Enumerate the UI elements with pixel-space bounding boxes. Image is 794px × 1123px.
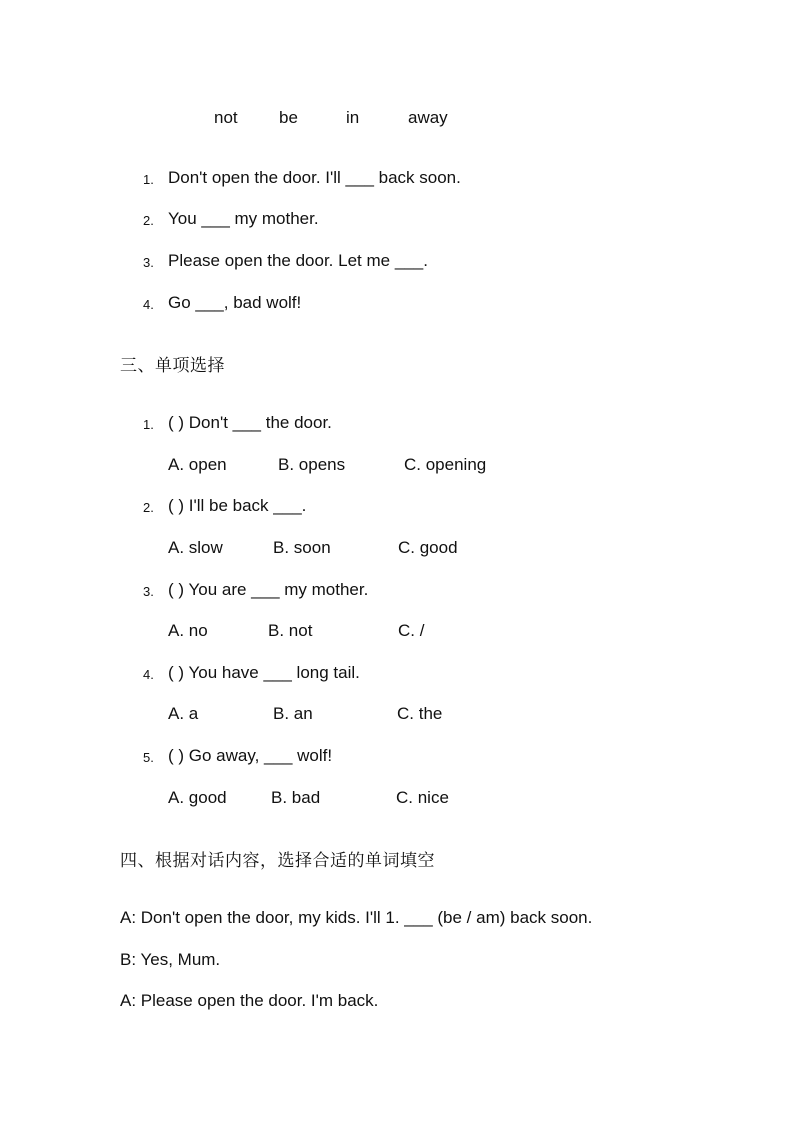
option-c: C. opening: [404, 455, 487, 474]
option-b: B. soon: [273, 538, 331, 557]
fill-in-sentence: You ___ my mother.: [168, 209, 319, 228]
dialogue-line: A: Please open the door. I'm back.: [120, 991, 379, 1010]
option-b: B. opens: [278, 455, 346, 474]
option-a: A. slow: [168, 538, 223, 557]
item-number: 2.: [143, 500, 154, 515]
item-number: 3.: [143, 255, 154, 270]
item-number: 2.: [143, 213, 154, 228]
option-c: C. /: [398, 621, 425, 640]
dialogue-line: B: Yes, Mum.: [120, 950, 221, 969]
item-number: 1.: [143, 417, 154, 432]
section-heading: 四、根据对话内容，选择合适的单词填空: [120, 851, 435, 870]
fill-in-sentence: Don't open the door. I'll ___ back soon.: [168, 168, 461, 187]
word-bank-item: away: [408, 108, 448, 127]
item-number: 5.: [143, 750, 154, 765]
section-heading: 三、单项选择: [120, 356, 225, 375]
item-number: 4.: [143, 667, 154, 682]
option-b: B. not: [268, 621, 313, 640]
question-text: ( ) You have ___ long tail.: [168, 663, 360, 682]
option-b: B. bad: [271, 788, 321, 807]
option-c: C. good: [398, 538, 458, 557]
fill-in-sentence: Go ___, bad wolf!: [168, 293, 302, 312]
item-number: 3.: [143, 584, 154, 599]
question-text: ( ) Go away, ___ wolf!: [168, 746, 333, 765]
option-b: B. an: [273, 704, 313, 723]
option-c: C. the: [397, 704, 443, 723]
option-a: A. good: [168, 788, 227, 807]
option-c: C. nice: [396, 788, 449, 807]
question-text: ( ) You are ___ my mother.: [168, 580, 369, 599]
word-bank-item: not: [214, 108, 238, 127]
option-a: A. a: [168, 704, 199, 723]
dialogue-line: A: Don't open the door, my kids. I'll 1. ___ (be / am) back soon.: [120, 908, 593, 927]
item-number: 4.: [143, 297, 154, 312]
question-text: ( ) I'll be back ___.: [168, 496, 307, 515]
option-a: A. open: [168, 455, 227, 474]
fill-in-sentence: Please open the door. Let me ___.: [168, 251, 428, 270]
word-bank-item: in: [346, 108, 360, 127]
word-bank-item: be: [279, 108, 298, 127]
item-number: 1.: [143, 172, 154, 187]
question-text: ( ) Don't ___ the door.: [168, 413, 332, 432]
option-a: A. no: [168, 621, 208, 640]
